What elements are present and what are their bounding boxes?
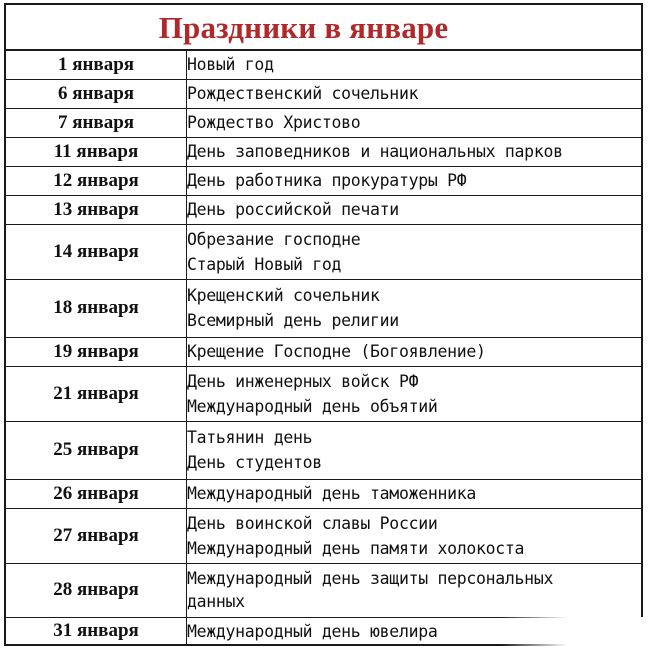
table-row: [6, 508, 641, 563]
event-text: День инженерных войск РФ: [187, 371, 419, 391]
table-row: [6, 279, 641, 337]
table-row: [6, 366, 641, 421]
date-cell: 25 января: [6, 421, 187, 479]
event-text: Международный день объятий: [187, 396, 438, 416]
date-cell: 27 января: [6, 508, 187, 563]
events-cell: [187, 79, 642, 108]
event-text: Татьянин день: [187, 428, 313, 447]
event-text: Крещенский сочельник: [187, 286, 380, 305]
date-cell: 1 января: [6, 50, 187, 79]
date-cell: 6 января: [6, 79, 187, 108]
event-text: Международный день ювелира: [187, 621, 438, 641]
events-cell: [187, 195, 642, 224]
table-row: [6, 108, 641, 137]
table-row: [6, 421, 641, 479]
event-text: Новый год: [187, 55, 274, 75]
events-cell: [187, 108, 642, 137]
date-cell: 11 января: [6, 137, 187, 166]
date-cell: 26 января: [6, 479, 187, 508]
event-text: День работника прокуратуры РФ: [187, 171, 467, 190]
date-cell: 31 января: [6, 617, 187, 645]
event-text: День заповедников и национальных парков: [187, 142, 563, 161]
table-row: [6, 166, 641, 195]
holidays-sheet: [4, 3, 643, 646]
events-cell: [187, 166, 642, 195]
event-text: Рождество Христово: [187, 113, 361, 132]
table-row: [6, 337, 641, 366]
date-cell: 28 января: [6, 563, 187, 617]
event-text: Крещение Господне (Богоявление): [187, 342, 486, 361]
date-cell: 18 января: [6, 279, 187, 337]
events-cell: [187, 50, 642, 79]
event-text: Обрезание господне: [187, 229, 361, 249]
table-row: [6, 137, 641, 166]
date-cell: 14 января: [6, 224, 187, 279]
event-text: Международный день памяти холокоста: [187, 538, 525, 558]
event-text: День студентов: [187, 453, 322, 472]
table-row: [6, 50, 641, 79]
events-cell: [187, 479, 642, 508]
date-cell: 19 января: [6, 337, 187, 366]
date-cell: 12 января: [6, 166, 187, 195]
events-cell: [187, 224, 642, 279]
event-text: Международный день таможенника: [187, 484, 477, 503]
table-row: [6, 195, 641, 224]
table-row: [6, 224, 641, 279]
table-row: [6, 79, 641, 108]
event-text: Всемирный день религии: [187, 311, 399, 330]
date-cell: 21 января: [6, 366, 187, 421]
events-cell: [187, 421, 642, 479]
event-text: День российской печати: [187, 200, 399, 219]
table-row: [6, 479, 641, 508]
events-cell: [187, 508, 642, 563]
page-title: Праздники в январе: [158, 10, 449, 45]
holidays-table: [6, 49, 641, 645]
date-cell: 13 января: [6, 195, 187, 224]
date-cell: 7 января: [6, 108, 187, 137]
events-cell: [187, 563, 642, 617]
event-text: День воинской славы России: [187, 513, 438, 533]
table-row: [6, 563, 641, 617]
event-text: Рождественский сочельник: [187, 84, 419, 103]
corner-fade: [500, 617, 650, 653]
event-text: Международный день защиты персональных: [187, 569, 554, 588]
event-text: Старый Новый год: [187, 254, 342, 274]
events-cell: [187, 366, 642, 421]
events-cell: [187, 337, 642, 366]
events-cell: [187, 137, 642, 166]
event-text: данных: [187, 592, 245, 611]
events-cell: [187, 279, 642, 337]
